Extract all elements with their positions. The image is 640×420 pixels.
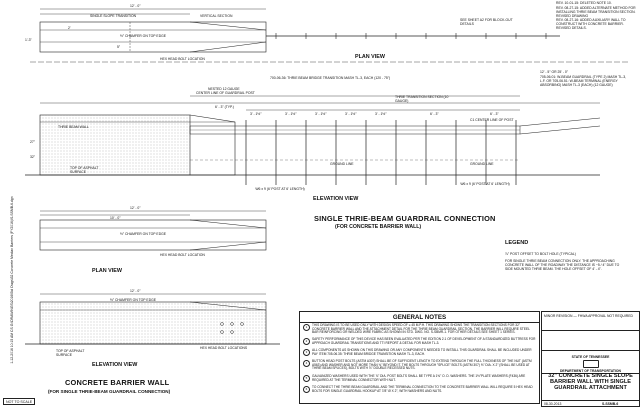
- dim-elev-6: 6' - 3": [430, 112, 439, 116]
- note-text: SAFETY PERFORMANCE OF THIS DEVICE HAS BEEN EVALUATED PER THE EDITION 2.1 OF DEVELOPMENT OF A STANDARDIZED BUTTRESS FOR APPROACH GUARDRAIL TRANSITIONS AND TTI REPORT & DETAIL FOR MASH TL-3.: [312, 337, 536, 345]
- post-label-b: W6 x 9 (6' POST AT 6' LENGTH): [460, 182, 510, 186]
- hex-bolt-elev-bottom: HEX HEAD BOLT LOCATIONS: [200, 346, 248, 350]
- dim-5in: 5": [117, 45, 121, 49]
- chamfer-label-bottom: ½" CHAMFER ON TOP EDGE: [120, 232, 167, 236]
- w-beam-label: 705-06.01: W-BEAM GUARDRAIL (TYPE 2) MASH TL-3, L.F. OR 705-06.51: W-BEAM TERMINAL (ENERGY ABSORBING) MASH TL-3 (EACH) (12 GAUGE): [540, 75, 627, 87]
- top-asphalt-label-bottom: TOP OF ASPHALT SURFACE: [56, 349, 85, 357]
- thrie-transition-label: THRIE TRANSITION SECTION (10 GAUGE): [395, 95, 449, 103]
- note-number: 3: [303, 349, 310, 356]
- state-seal-icon: [583, 360, 599, 368]
- dim-2: 2': [68, 26, 71, 30]
- ctr-line-post-label: C1 CENTER LINE OF POST: [470, 118, 514, 122]
- note-text: GALVANIZED WASHERS USED WITH THE ⅞" DIA. POST BOLTS SHALL BE TYPE A 1⅜" O. D. WASHERS. THE 1½"PLATE WASHERS (F436) ARE REQUIRED AT THE TERMINAL CONNECTOR WITH NUT.: [312, 374, 526, 382]
- note-text: ALL COMPONENTS AS SHOWN ON THIS DRAWING OR ANY COMPONENTS NEEDED TO INSTALL THIS GUARDRAIL SHALL BE INCLUDED UNDER PAY ITEM 705-06.35: THRIE BEAM BRIDGE TRANSITION MASH TL-3, EACH.: [312, 348, 532, 356]
- file-path-margin: 1-12-2016 10:15 AM CS G:\DRAWINGS\2016\Std Dwgs\32 Concrete Median Barriers (FY2016)\S-SSMB-6.dgn: [10, 196, 14, 364]
- mgs-note: 700-06-36: THRIE BEAM BRIDGE TRANSITION MASH TL-3, EACH (120 - 75"): [270, 76, 391, 80]
- dim-elev-5: 3' - 1½": [375, 112, 387, 116]
- dim-1ft3: 1'-3": [25, 38, 32, 42]
- bottom-title: CONCRETE BARRIER WALL: [65, 378, 170, 387]
- post-label-a: W6 x 9 (6' POST AT 6' LENGTH): [255, 187, 305, 191]
- title-block: [541, 311, 640, 407]
- twelve-post-label: 12' - 5" OR 25' - 0": [540, 70, 569, 74]
- revision-line-3: REV. 08-27-16: ADDED AUXILIARY WALL TO CONSTRUCT WITH CONCRETE BARRIER. REVISED DETAILS.: [556, 18, 626, 30]
- note-number: 1: [303, 324, 310, 331]
- plan-view-title-bottom: PLAN VIEW: [92, 268, 122, 274]
- note-text: TO CONNECT THE THRIE BEAM GUARDRAIL AND THE TERMINAL CONNECTION TO THE CONCRETE BARRIER WALL WILL REQUIRE 5 HEX HEAD BOLTS FOR SINGLE GUARDRAIL HOOKUP AT 7/8" Ø X 2", WITH WASHERS AND NUTS.: [312, 385, 533, 393]
- note-item: [303, 386, 536, 396]
- center-post-label: CENTER LINE OF GUARDRAIL POST: [196, 91, 255, 95]
- dim-elev-3: 3' - 1½": [315, 112, 327, 116]
- hex-bolt-label-bottom: HEX HEAD BOLT LOCATION: [160, 253, 205, 257]
- nested-label: NESTED 12 GAUGE: [208, 87, 240, 91]
- elevation-view-title-top: ELEVATION VIEW: [313, 196, 359, 202]
- note-item: [303, 349, 536, 359]
- note-item: [303, 324, 536, 336]
- section-title: SINGLE THRIE-BEAM GUARDRAIL CONNECTION: [314, 214, 496, 223]
- state-dept-block: [542, 350, 639, 374]
- note-text: THIS DRAWING IS TO BE USED ONLY WITH DESIGN SPEED OF ≤ 45 M.P.H. THIS DRAWING SHOWS THE TRANSITION SECTIONS FOR 32" CONCRETE BARRIER WALL AND THE ATTACHMENT DETAIL FOR THE THRIE BEAM GUARDRAIL SECTION. THE BARRIER WILL REQUIRE STEEL BAR REINFORCING OR WELDED WIRE FABRIC AS SHOWN IN STD. DWG. NO. S-SBMR-1. FOR OTHER DETAILS SEE SHEET 1 SERIES.: [312, 323, 530, 335]
- single-slope-label: SINGLE SLOPE TRANSITION: [90, 14, 137, 18]
- general-notes: [299, 311, 540, 404]
- dim-10ft-bottom: 10' - 0": [110, 216, 121, 220]
- revision-notes-top: [556, 0, 638, 30]
- dim-elev-7: 6' - 3": [490, 112, 499, 116]
- barrier-elevation-bottom: [40, 302, 266, 344]
- legend-item-2: FOR SINGLE THRIE BEAM CONNECTION ONLY. THE APPROACHING CONCRETE WALL OF THE ROADWAY THE DISTANCE IS ~5 / 4" DUE TO SIDE MOUNTED THRIE BEAM. THE HOLE OFFSET OF 4' - 4".: [505, 259, 620, 271]
- thrie-wall-label: THRIE BEAM WALL: [58, 125, 89, 129]
- section-subtitle: (FOR CONCRETE BARRIER WALL): [335, 224, 422, 230]
- note-item: [303, 338, 536, 348]
- drawing-number: S-SSMB-6: [602, 402, 619, 406]
- height-27: 27": [30, 140, 35, 144]
- ground-line-1: GROUND LINE: [330, 162, 354, 166]
- hex-bolt-label-top: HEX HEAD BOLT LOCATION: [160, 57, 205, 61]
- note-item: [303, 375, 536, 385]
- see-sheet-label: SEE SHEET A2 FOR BLOCK-OUT DETAILS: [460, 18, 513, 26]
- note-number: 4: [303, 360, 310, 367]
- legend-item-1: ⅞" POST OFFSET TO BOLT HOLE (TYPICAL): [505, 252, 576, 256]
- plan-view-title-top: PLAN VIEW: [355, 54, 385, 60]
- note-text: BUTTON HEAD POST BOLTS (ASTM A307) SHALL BE OF SUFFICIENT LENGTH TO EXTEND THROUGH THE FULL THICKNESS OF THE NUT (ASTM A563) AND WASHER AND NOT MORE THAN ¾" BEYOND IT. THE BOLTS THROUGH "SPLICE" BOLTS (ASTM 307) ⅝" DIA. X 2" (SHALL BE USED AT THRIE BEAM SPLICES), BOLTS WITH ⅞" DOUBLE RECESSED NUTS.: [312, 359, 532, 371]
- dept-name: DEPARTMENT OF TRANSPORTATION: [559, 369, 622, 373]
- chamfer-elev-bottom: ½" CHAMFER ON TOP EDGE: [110, 298, 157, 302]
- chamfer-label-top: ½" CHAMFER ON TOP EDGE: [120, 34, 167, 38]
- dim-elev-2: 3' - 1½": [285, 112, 297, 116]
- drawing-name: [542, 372, 639, 400]
- bottom-subtitle: (FOR SINGLE THRIE-BEAM GUARDRAIL CONNECTION): [48, 389, 171, 394]
- revision-line-2: REV. 08-27-15: ADDED ALTERNATE METHOD FOR INSTALLING THRIE BEAM TRANSITION SECTION. REVISED DRAWING: [556, 6, 636, 18]
- legend-title: LEGEND: [505, 240, 529, 246]
- note-number: 5: [303, 375, 310, 382]
- drawing-name-text: 32" CONCRETE SINGLE SLOPE BARRIER WALL WITH SINGLE GUARDRAIL ATTACHMENT: [548, 373, 633, 392]
- title-block-revision: [542, 312, 639, 331]
- note-item: [303, 360, 536, 374]
- elevation-view-title-bottom: ELEVATION VIEW: [92, 362, 138, 368]
- dim-elev-4: 3' - 1½": [345, 112, 357, 116]
- top-asphalt-label-top: TOP OF ASPHALT SURFACE: [70, 166, 99, 174]
- not-to-scale: NOT TO SCALE: [3, 398, 35, 405]
- six-post-label: 6' - 3" (TYP.): [215, 105, 234, 109]
- dim-total-top: 12' - 0": [130, 4, 141, 8]
- barrier-elevation-top: [40, 115, 190, 175]
- dim-elev-1: 3' - 1½": [250, 112, 262, 116]
- vertical-section-label: VERTICAL SECTION: [200, 14, 233, 18]
- drawing-date: 08-30-2013: [544, 402, 562, 406]
- dim-total-elev-bottom: 12' - 0": [130, 289, 141, 293]
- height-32: 32": [30, 155, 35, 159]
- title-block-footer: [542, 400, 639, 407]
- revision-line-1: REV. 10-01-15: DELETED NOTE 10.: [556, 1, 612, 5]
- dim-total-bottom: 12' - 0": [130, 206, 141, 210]
- note-number: 6: [303, 386, 310, 393]
- general-notes-title: GENERAL NOTES: [300, 312, 539, 323]
- note-number: 2: [303, 338, 310, 345]
- ground-line-2: GROUND LINE: [470, 162, 494, 166]
- minor-revision-text: MINOR REVISION — FHWA APPROVAL NOT REQUIRED: [544, 314, 633, 318]
- state-name: STATE OF TENNESSEE: [571, 355, 610, 359]
